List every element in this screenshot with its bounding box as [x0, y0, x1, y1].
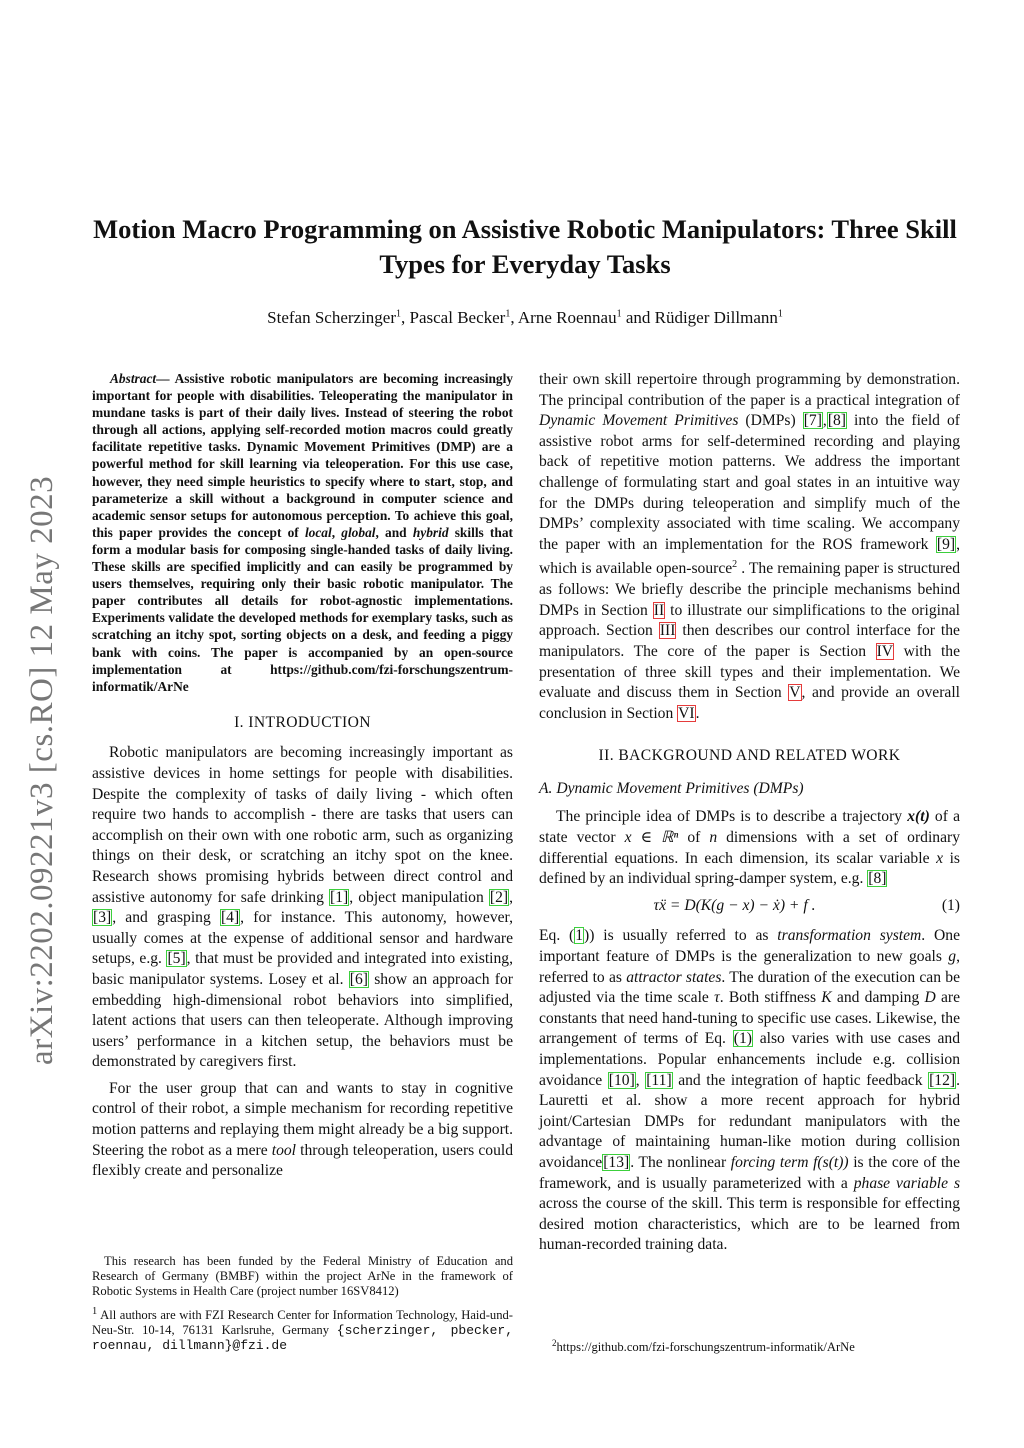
author: Arne Roennau	[517, 308, 617, 327]
affiliation-footnote	[92, 1304, 513, 1354]
author-emails: {scherzinger, pbecker, roennau, dillmann}@fzi.de	[92, 1323, 513, 1354]
text: . The duration of the execution can be adjusted via the time scale	[539, 968, 960, 1007]
math-inline: f(s(t))	[813, 1153, 849, 1171]
abstract-text: ,	[331, 524, 342, 540]
abstract-text: Assistive robotic manipulators are becoming increasingly important for people with disabilities. Teleoperating the manipulator in mundane tasks is part of their daily lives. Instead of steering the robot through all actions, applying self-recorded motion macros could greatly facilitate repetitive tasks. Dynamic Movement Primitives (DMP) are a powerful method for skill learning via teleoperation. For this use case, however, they need simple heuristics to specify where to start, stop, and parameterize a skill without a background in computer science and academic sensor setups for autonomous perception. To achieve this goal, this paper provides the concept of	[92, 371, 514, 540]
author-list	[80, 308, 970, 328]
text: are constants that need hand-tuning to specific use cases. Likewise, the arrangement of terms of Eq.	[539, 989, 960, 1048]
text: Robotic manipulators are becoming increasingly important as assistive devices in home settings for people with disabilities. Despite the complexity of tasks of daily living - which often require two hands to accomplish - there are tasks that users can accomplish on their own with one robotic arm, such as organizing things on their desk, or scratching an itchy spot on the knee. Research shows promising hybrids between direct control and assistive autonomy for safe drinking	[92, 744, 513, 906]
author: Pascal Becker	[409, 308, 506, 327]
text: ,	[635, 1071, 646, 1089]
author-separator: ,	[401, 308, 410, 327]
section-heading-introduction: I. INTRODUCTION	[234, 713, 371, 731]
text: is the core of the framework, and is usually parameterized with a	[539, 1153, 960, 1192]
text: For the user group that can and wants to stay in cognitive control of their robot, a simple mechanism for recording repetitive motion patterns and replaying them might already be a big support. Steering the robot as a mere	[92, 1079, 513, 1159]
text: also varies with use cases and implementations. Popular enhancements include e.g. collision avoidance	[539, 1030, 960, 1089]
author-affil-sup: 1	[777, 308, 783, 320]
paper-title: Motion Macro Programming on Assistive Robotic Manipulators: Three Skill Types for Everyday Tasks	[93, 214, 957, 279]
math-inline: τ	[714, 989, 720, 1007]
equation-link[interactable]: (1)	[733, 1030, 752, 1048]
abstract-text: skills that form a modular basis for composing single-handed tasks of daily living. These skills are specified implicitly and can easily be programmed by users themselves, requiring only their basic robotic manipulator. The paper contributes all details for robot-agnostic implementations. Experiments validate the developed methods for exemplary tasks, such as scratching an itchy spot, sorting objects on a desk, and feeding a piggy bank with coins. The paper is accompanied by an open-source implementation at https://github.com/fzi-forschungszentrum-informatik/ArNe	[92, 524, 513, 694]
emphasis: phase variable	[853, 1174, 948, 1192]
footnote-link[interactable]: https://github.com/fzi-forschungszentrum-informatik/ArNe	[556, 1340, 855, 1355]
text: across the course of the skill. This term is responsible for effecting desired motion characteristics, which are to be learned from human-recorded training data.	[539, 1195, 960, 1254]
text: and damping	[831, 989, 925, 1007]
abstract-term-global: global	[341, 524, 376, 540]
section-link[interactable]: VI	[678, 704, 695, 722]
citation-link[interactable]: [7]	[803, 412, 822, 430]
text: into the field of assistive robot arms for self-determined recording and playing back of repetitive motion patterns. We address the important challenge of formulating start and goal states in an intuitive way for the DMPs during teleoperation and simplify much of the DMPs’ complexity associated with time scaling. We accompany the paper with an implementation for the ROS framework	[539, 412, 960, 553]
math-inline: x(t)	[907, 808, 930, 826]
author: Stefan Scherzinger	[267, 308, 397, 327]
text: their own skill repertoire through programming by demonstration. The principal contribution of the paper is a practical integration of	[539, 371, 960, 409]
citation-link[interactable]: [10]	[608, 1071, 635, 1089]
emphasis: forcing term	[730, 1153, 809, 1171]
text: is defined by an individual spring-damper system, e.g.	[539, 849, 960, 888]
citation-link[interactable]: [2]	[489, 888, 509, 906]
math-inline: x	[936, 849, 943, 867]
footnotes-left	[92, 1254, 513, 1353]
author: Rüdiger Dillmann	[654, 308, 778, 327]
text: .	[695, 704, 700, 722]
citation-link[interactable]: [5]	[167, 950, 186, 968]
citation-link[interactable]: [11]	[646, 1071, 672, 1089]
equation-body: τẍ = D(K(g − x) − ẋ) + f .	[653, 896, 816, 914]
emphasis: tool	[271, 1141, 297, 1159]
citation-link[interactable]: [13]	[603, 1153, 630, 1171]
math-inline: D	[924, 989, 936, 1007]
text: (DMPs)	[738, 412, 803, 430]
section-link[interactable]: II	[653, 601, 665, 619]
text: ,	[822, 412, 827, 430]
math-inline: n	[709, 829, 718, 847]
text: . Both stiffness	[719, 989, 822, 1007]
author-and: and	[621, 308, 655, 327]
section-link[interactable]: V	[789, 684, 801, 702]
equation-1	[539, 896, 960, 917]
dmp-paragraph-2	[539, 926, 960, 1256]
text: . Lauretti et al. show a more recent approach for hybrid joint/Cartesian DMPs for redundant manipulators with the advantage of maintaining human-like motion during collision avoidance	[539, 1071, 960, 1171]
funding-footnote: This research has been funded by the Federal Ministry of Education and Research of Germany (BMBF) within the project ArNe in the framework of Robotic Systems in Health Care (project number 16SV8412)	[92, 1254, 513, 1299]
text: show an approach for embedding high-dimensional robot behaviors into simplified, latent actions that users can then teleoperate. Although improving users’ performance in a kitchen setup, the behaviors must be demonstrated by caregivers first.	[92, 970, 513, 1071]
citation-link[interactable]: [3]	[93, 909, 112, 927]
footnote-sup: 1	[92, 1305, 98, 1317]
text: and the integration of haptic feedback	[672, 1071, 929, 1089]
citation-link[interactable]: [1]	[330, 888, 349, 906]
author-affil-sup: 1	[616, 308, 622, 320]
abstract-dash: —	[156, 371, 175, 386]
math-inline: g	[948, 948, 957, 966]
emphasis: transformation system	[777, 927, 922, 945]
dmp-paragraph-1	[539, 807, 960, 889]
author-affil-sup: 1	[396, 308, 402, 320]
text: through teleoperation, users could flexibly create and personalize	[92, 1141, 513, 1180]
citation-link[interactable]: [12]	[929, 1071, 956, 1089]
text: , that must be provided and integrated into existing, basic manipulator systems. Losey et al.	[92, 950, 513, 988]
text: . One important feature of DMPs is the generalization to new goals	[539, 927, 960, 966]
citation-link[interactable]: [6]	[349, 970, 368, 988]
abstract-term-local: local	[304, 524, 332, 540]
text: ,	[509, 888, 513, 906]
citation-link[interactable]: [8]	[868, 870, 887, 888]
text: dimensions with a set of ordinary differential equations. In each dimension, its scalar variable	[539, 829, 960, 867]
text: , which is available open-source	[539, 535, 960, 578]
text: . The nonlinear	[630, 1153, 731, 1171]
footnote-sup: 2	[732, 559, 738, 571]
emphasis: Dynamic Movement Primitives	[539, 412, 739, 430]
intro-paragraph-1	[92, 743, 513, 1073]
text: Eq. (	[539, 927, 575, 945]
text: , and grasping	[112, 909, 220, 927]
arxiv-stamp: arXiv:2202.09221v3 [cs.RO] 12 May 2023	[24, 475, 60, 1065]
math-inline: x ∈ ℝⁿ	[624, 829, 679, 847]
intro-paragraph-3	[539, 370, 960, 724]
equation-number: (1)	[941, 896, 960, 914]
text: , and provide an overall conclusion in Section	[539, 684, 960, 722]
text: of	[678, 829, 710, 847]
text: then describes our control interface for the manipulators. The core of the paper is Section	[539, 622, 960, 660]
text: . The remaining paper is structured as follows: We briefly describe the principle mechanisms behind DMPs in Section	[539, 560, 960, 619]
equation-link[interactable]: 1	[575, 927, 584, 945]
right-column	[539, 370, 960, 1256]
subsection-heading-dmps: A. Dynamic Movement Primitives (DMPs)	[539, 779, 804, 797]
intro-paragraph-2	[92, 1079, 513, 1182]
footnote-url	[552, 1338, 972, 1355]
left-column	[92, 370, 513, 1188]
citation-link[interactable]: [4]	[220, 909, 240, 927]
emphasis: attractor states	[626, 968, 722, 986]
text: of a state vector	[539, 808, 960, 847]
text: , for instance. This autonomy, however, usually comes at the expense of additional sensor and hardware setups, e.g.	[92, 909, 514, 968]
author-separator: ,	[510, 308, 518, 327]
text: All authors are with FZI Research Center for Information Technology, Haid-und-Neu-Str. 10-14, 76131 Karlsruhe, Germany	[92, 1307, 513, 1337]
section-heading-background: II. BACKGROUND AND RELATED WORK	[598, 747, 901, 765]
text: to illustrate our simplifications to the original approach. Section	[539, 601, 961, 640]
abstract	[92, 370, 513, 695]
text: , referred to as	[539, 948, 960, 986]
footnote-sup: 2	[552, 1338, 557, 1348]
citation-link[interactable]: [8]	[827, 412, 846, 430]
text: , object manipulation	[349, 888, 489, 906]
text: The principle idea of DMPs is to describe a trajectory	[556, 808, 908, 826]
abstract-label: Abstract	[110, 371, 157, 386]
math-inline: s	[953, 1174, 961, 1192]
math-inline: K	[821, 989, 832, 1007]
abstract-text: , and	[375, 524, 413, 540]
section-link[interactable]: III	[659, 622, 676, 640]
text: with the presentation of three skill types and their implementation. We evaluate and discuss them in Section	[539, 642, 960, 702]
abstract-term-hybrid: hybrid	[412, 524, 449, 540]
author-affil-sup: 1	[505, 308, 511, 320]
section-link[interactable]: IV	[876, 642, 894, 660]
citation-link[interactable]: [9]	[936, 535, 956, 553]
text: )) is usually referred to as	[584, 927, 778, 945]
